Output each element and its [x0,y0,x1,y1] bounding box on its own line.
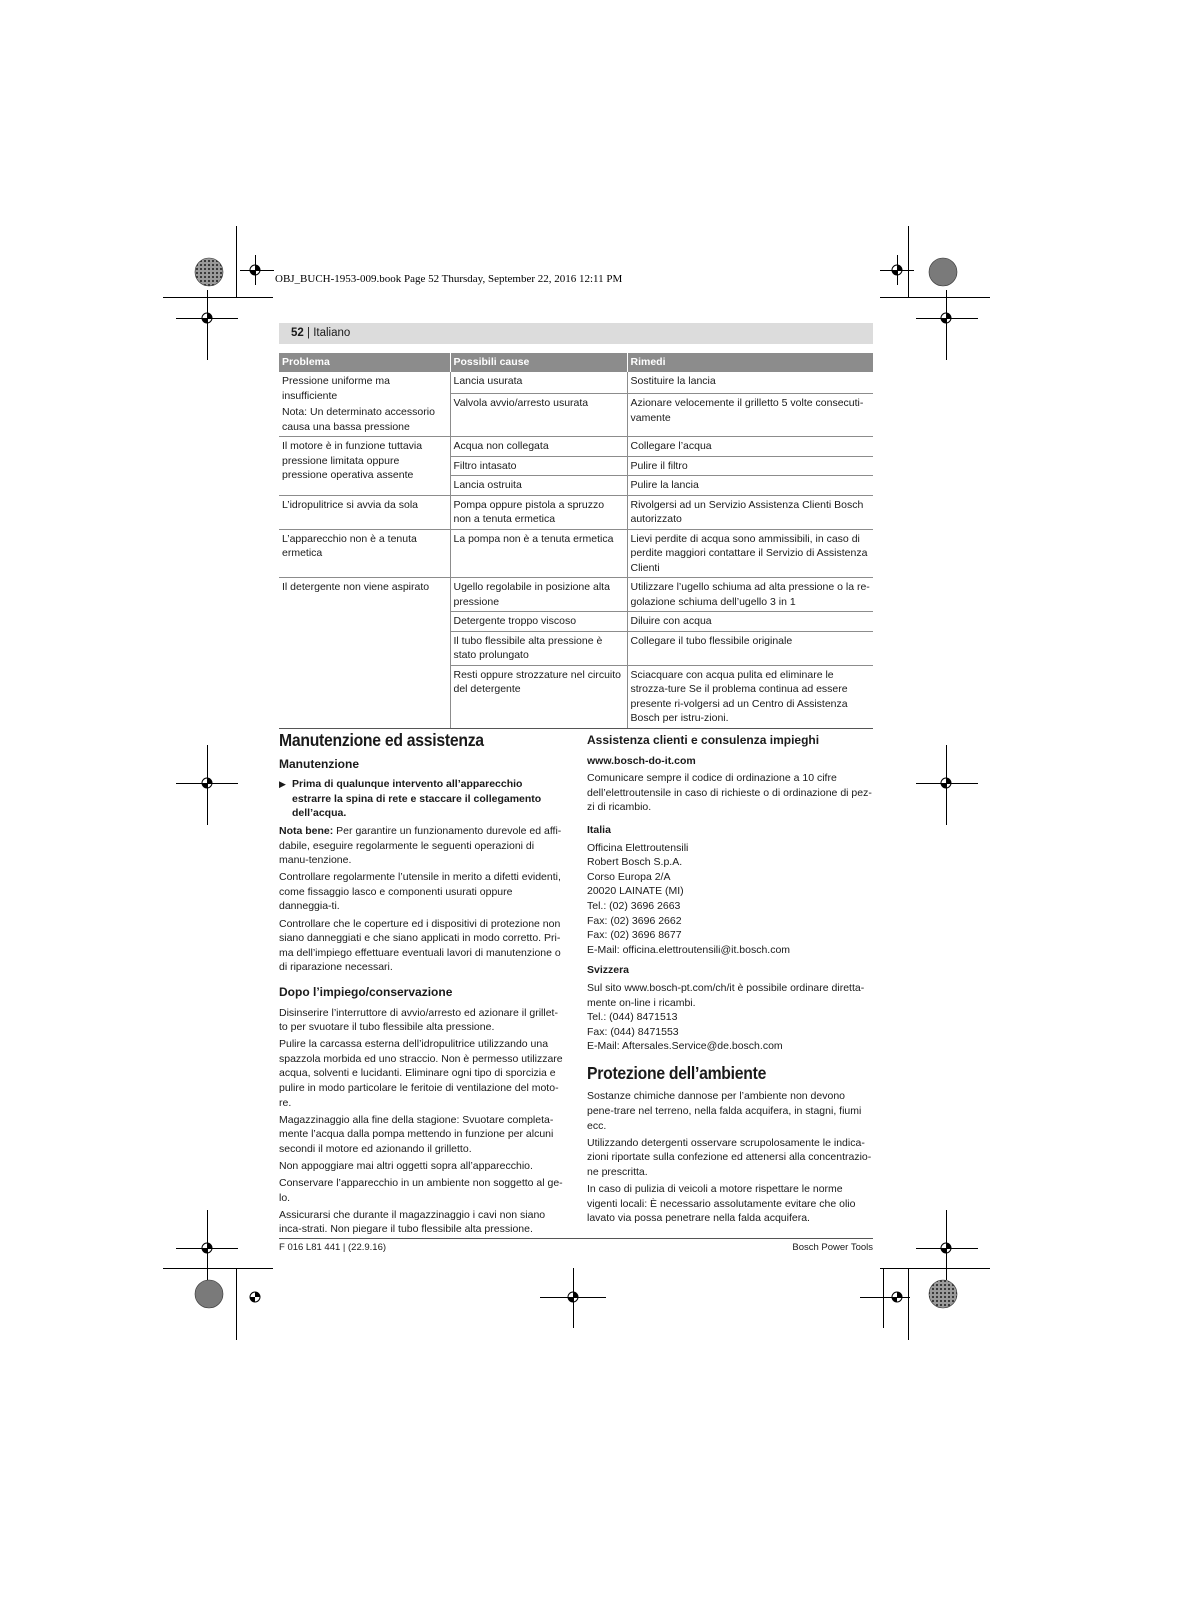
column-header: Rimedi [627,353,873,372]
subheading-storage: Dopo l’impiego/conservazione [279,984,453,999]
note-paragraph [279,824,564,868]
swiss-contact [587,1010,872,1054]
contact-line: Officina Elettroutensili [587,841,689,854]
problem-cell: L’idropulitrice si avvia da sola [279,495,450,529]
remedy-cell: Rivolgersi ad un Servizio Assistenza Clienti Bosch autorizzato [627,495,873,529]
italy-contact [587,841,872,958]
cause-cell: Valvola avvio/arresto usurata [450,394,627,437]
page-header [279,323,873,344]
paragraph: Sul sito www.bosch-pt.com/ch/it è possibile ordinare diretta-mente on-line i ricambi. [587,981,865,1009]
cause-cell: Ugello regolabile in posizione alta pressione [450,578,627,612]
table-header-row [279,353,873,372]
contact-line: Fax: (02) 3696 2662 [587,914,682,927]
table-row [279,529,873,578]
paragraph: Pulire la carcassa esterna dell’idropulitrice utilizzando una spazzola morbida ed uno straccio. Non è permesso utilizzare acqua, solventi e lucidanti. Eliminare ogni tipo di sporcizia e pulire in modo particolare le feritoie di ventilazione del moto-re. [279,1038,563,1109]
warning-item [279,777,564,821]
remedy-cell: Collegare il tubo flessibile originale [627,631,873,665]
cause-cell: Lancia usurata [450,372,627,394]
remedy-cell: Azionare velocemente il grilletto 5 volte consecuti-vamente [627,394,873,437]
table-row [279,372,873,394]
left-column [279,730,564,1239]
page-number: 52 [291,327,304,339]
footer-brand: Bosch Power Tools [792,1242,873,1253]
paragraph: Non appoggiare mai altri oggetti sopra all’apparecchio. [279,1159,533,1172]
paragraph: Conservare l’apparecchio in un ambiente non soggetto al ge-lo. [279,1177,563,1204]
paragraph: Controllare che le coperture ed i dispositivi di protezione non siano danneggiati e che siano applicati in modo corretto. Pri-ma dell’impiego effettuare eventuali lavori di manutenzione o di riparazione necessari. [279,917,561,974]
column-header: Possibili cause [450,353,627,372]
remedy-cell: Pulire la lancia [627,476,873,496]
warning-text: Prima di qualunque intervento all’apparecchio estrarre la spina di rete e staccare il collegamento dell’acqua. [292,778,542,820]
contact-email: E-Mail: officina.elettroutensili@it.bosch.com [587,943,791,956]
country-heading-italy: Italia [587,823,611,836]
contact-line: 20020 LAINATE (MI) [587,885,684,898]
cause-cell: Acqua non collegata [450,437,627,457]
subheading-maintenance: Manutenzione [279,756,359,771]
footer-doc-code: F 016 L81 441 | (22.9.16) [279,1242,387,1253]
remedy-cell: Utilizzare l’ugello schiuma ad alta pressione o la re-golazione schiuma dell’ugello 3 in 1 [627,578,873,612]
paragraph: Assicurarsi che durante il magazzinaggio i cavi non siano inca-strati. Non piegare il tubo flessibile alta pressione. [279,1208,546,1236]
website-link[interactable]: www.bosch-do-it.com [587,754,696,767]
remedy-cell: Pulire il filtro [627,456,873,476]
remedy-cell: Lievi perdite di acqua sono ammissibili, in caso di perdite maggiori contattare il Servizio di Assistenza Clienti [627,529,873,578]
cause-cell: La pompa non è a tenuta ermetica [450,529,627,578]
contact-line: Corso Europa 2/A [587,870,671,883]
remedy-cell: Diluire con acqua [627,612,873,632]
note-text: Per garantire un funzionamento durevole ed affi-dabile, eseguire regolarmente le seguenti operazioni di manu-tenzione. [279,824,562,867]
problem-cell: L’apparecchio non è a tenuta ermetica [279,529,450,578]
contact-line: Tel.: (044) 8471513 [587,1011,678,1024]
paragraph: In caso di pulizia di veicoli a motore rispettare le norme vigenti locali: È necessario assolutamente evitare che olio lavato via possa penetrare nella falda acquifera. [587,1183,856,1225]
problem-cell: Il motore è in funzione tuttavia pressione limitata oppure pressione operativa assente [279,437,450,496]
section-title-maintenance: Manutenzione ed assistenza [279,730,484,750]
cause-cell: Detergente troppo viscoso [450,612,627,632]
subheading-service: Assistenza clienti e consulenza impieghi [587,733,820,747]
cause-cell: Lancia ostruita [450,476,627,496]
column-header: Problema [279,353,450,372]
footer-rule [279,1238,873,1239]
cause-cell: Filtro intasato [450,456,627,476]
country-heading-switzerland: Svizzera [587,964,630,977]
contact-line: Fax: (02) 3696 8677 [587,929,682,942]
problem-note: Nota: Un determinato accessorio causa una bassa pressione [282,406,435,433]
section-title-environment: Protezione dell’ambiente [587,1062,767,1083]
contact-line: Robert Bosch S.p.A. [587,856,683,869]
table-row [279,578,873,612]
problem-cell [279,372,450,437]
table-row [279,437,873,457]
remedy-cell: Sostituire la lancia [627,372,873,394]
paragraph: Comunicare sempre il codice di ordinazione a 10 cifre dell’elettroutensile in caso di richieste o di ordinazione di pez-zi di ricambio. [587,772,872,814]
paragraph: Disinserire l’interruttore di avvio/arresto ed azionare il grillet-to per svuotare il tubo flessibile alta pressione. [279,1006,558,1034]
header-language: Italiano [313,327,351,339]
triangle-bullet-icon: ▶ [279,779,286,790]
remedy-cell: Sciacquare con acqua pulita ed eliminare le strozza-ture Se il problema continua ad essere presente ri-volgersi ad un Centro di Assistenza Bosch per istru-zioni. [627,665,873,728]
problem-text: Pressione uniforme ma insufficiente [282,375,390,402]
paragraph: Utilizzando detergenti osservare scrupolosamente le indica-zioni riportate sulla confezione ed attenersi alla concentrazio-ne prescritta. [587,1136,872,1178]
remedy-cell: Collegare l’acqua [627,437,873,457]
contact-line: Tel.: (02) 3696 2663 [587,899,681,912]
contact-email: E-Mail: Aftersales.Service@de.bosch.com [587,1040,783,1053]
note-label: Nota bene: [279,824,334,837]
cause-cell: Resti oppure strozzature nel circuito del detergente [450,665,627,728]
troubleshooting-table [279,353,873,729]
problem-cell: Il detergente non viene aspirato [279,578,450,729]
paragraph: Magazzinaggio alla fine della stagione: Svuotare completa-mente l’acqua dalla pompa mettendo in funzione per alcuni secondi il motore ed azionando il grilletto. [279,1113,554,1155]
right-column [587,733,872,1228]
cause-cell: Il tubo flessibile alta pressione è stato prolungato [450,631,627,665]
print-info: OBJ_BUCH-1953-009.book Page 52 Thursday, September 22, 2016 12:11 PM [275,273,623,285]
contact-line: Fax: (044) 8471553 [587,1025,679,1038]
header-separator: | [307,327,310,339]
table-row [279,495,873,529]
paragraph: Sostanze chimiche dannose per l’ambiente non devono pene-trare nel terreno, nella falda acquifera, in stagni, fiumi ecc. [587,1090,862,1132]
cause-cell: Pompa oppure pistola a spruzzo non a tenuta ermetica [450,495,627,529]
paragraph: Controllare regolarmente l’utensile in merito a difetti evidenti, come fissaggio lasco e componenti usurati oppure danneggia-ti. [279,871,561,913]
